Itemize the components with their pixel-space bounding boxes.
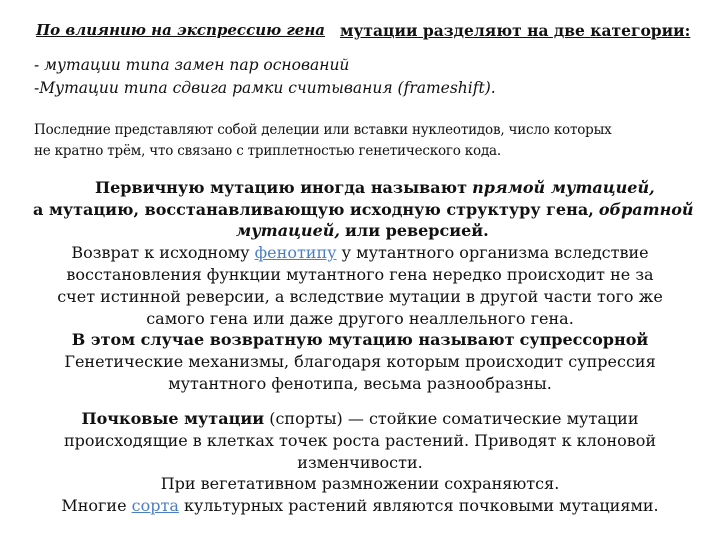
suppressor-term: супрессорной [519, 330, 649, 349]
reversion-line-9: Генетические механизмы, благодаря которым происходит супрессия [64, 352, 656, 371]
phenotype-link[interactable]: фенотипу [254, 243, 337, 262]
bud-line-1: Почковые мутации (спорты) — стойкие соматические мутации [81, 409, 639, 428]
variety-link[interactable]: сорта [131, 496, 179, 515]
bud-line-2: происходящие в клетках точек роста растений. Приводят к клоновой [63, 431, 657, 450]
bud-mutations-term: Почковые мутации [81, 409, 265, 428]
heading-part1: По влиянию на экспрессию гена [36, 21, 325, 39]
reversion-line-3 [236, 221, 489, 240]
reversion-line-2 [33, 200, 694, 219]
reversion-line-10: мутантного фенотипа, весьма разнообразны. [168, 374, 552, 393]
bud-line-3: изменчивости. [297, 453, 423, 472]
restoring-mutation-text: а мутацию, восстанавливающую исходную структуру гена, [33, 200, 594, 219]
reversion-line-5: восстановления функции мутантного гена нередко происходит не за [66, 265, 654, 284]
heading-part2: мутации разделяют на две категории: [340, 21, 691, 40]
reverse-term: обратной [598, 200, 694, 219]
note-line-1: Последние представляют собой делеции или вставки нуклеотидов, число которых [34, 122, 612, 138]
reverse-mutation-term: мутацией, [236, 221, 340, 240]
reversion-line-1 [95, 178, 655, 197]
reversion-line-6: счет истинной реверсии, а вследствие мутации в другой части того же [57, 287, 663, 306]
bud-line-4: При вегетативном размножении сохраняются. [160, 474, 560, 493]
direct-mutation-term: прямой мутацией, [472, 178, 655, 197]
reversion-line-4: Возврат к исходному фенотипу у мутантного организма вследствие [71, 243, 649, 262]
type-item-1: - мутации типа замен пар оснований [34, 56, 350, 74]
reversion-line-8 [0, 330, 720, 349]
reversion-term: или реверсией. [345, 221, 489, 240]
type-item-2: -Мутации типа сдвига рамки считывания (frameshift). [34, 79, 496, 97]
bud-line-5: Многие сорта культурных растений являются почковыми мутациями. [61, 496, 659, 515]
reversion-line-7: самого гена или даже другого неаллельного гена. [146, 309, 574, 328]
primary-mutation-text: Первичную мутацию иногда называют [95, 178, 467, 197]
note-line-2: не кратно трём, что связано с триплетностью генетического кода. [34, 143, 501, 159]
suppressor-text: В этом случае возвратную мутацию называют [71, 330, 515, 349]
